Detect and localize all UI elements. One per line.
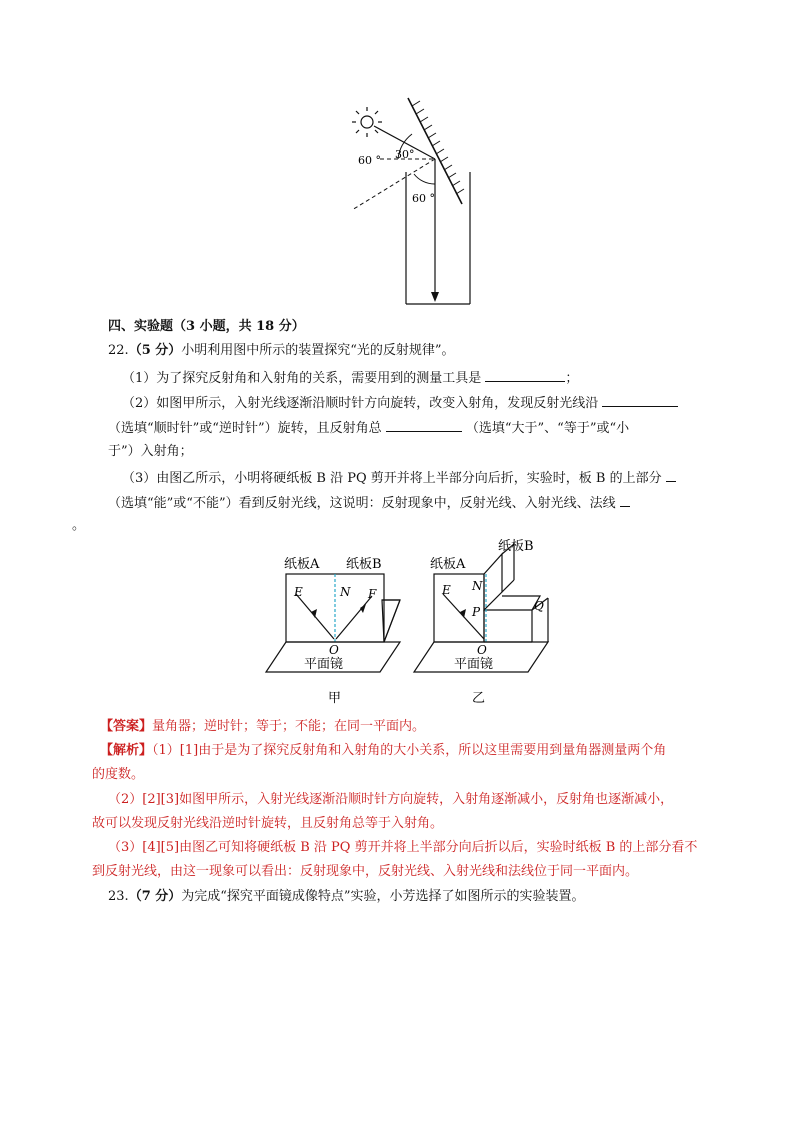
q22-part3-b: （选填“能”或“不能”）看到反射光线，这说明：反射现象中，反射光线、入射光线、法线 (108, 493, 630, 513)
analysis-line-2: 的度数。 (92, 767, 145, 782)
label-f-jia: F (368, 587, 377, 601)
light-reflection-figure (340, 92, 480, 312)
q22-part3-c: 。 (72, 518, 86, 533)
caption-yi: 乙 (472, 691, 486, 706)
label-p-yi: P (472, 605, 481, 619)
answer-line: 【答案】量角器；逆时针；等于；不能；在同一平面内。 (100, 719, 426, 734)
label-q-yi: Q (534, 599, 544, 613)
analysis-line-5: （3）[4][5]由图乙可知将硬纸板 B 沿 PQ 剪开并将上半部分向后折以后，实验时纸板 B 的上部分看不 (108, 840, 698, 855)
q22-part3-a: （3）由图乙所示，小明将硬纸板 B 沿 PQ 剪开并将上半部分向后折，实验时，板 B 的上部分 (122, 468, 676, 488)
q23-stem: 23.（7 分）为完成“探究平面镜成像特点”实验，小芳选择了如图所示的实验装置。 (108, 889, 585, 904)
caption-jia: 甲 (328, 691, 342, 706)
angle-arc-lower (414, 174, 435, 184)
label-e-yi: E (442, 583, 451, 597)
blank-2[interactable] (602, 393, 678, 407)
label-e-jia: E (294, 585, 303, 599)
label-o-jia: O (329, 643, 339, 657)
angle-60-left: 60 ° (358, 154, 381, 167)
q22-stem: 22.（5 分）小明利用图中所示的装置探究“光的反射规律”。 (108, 343, 455, 358)
label-n-yi: N (472, 579, 483, 593)
label-n-jia: N (340, 585, 351, 599)
angle-30: 30° (395, 148, 415, 161)
label-board-b-jia: 纸板B (346, 557, 382, 572)
label-mirror-yi: 平面镜 (454, 657, 494, 672)
label-board-a-yi: 纸板A (430, 557, 466, 572)
section-heading: 四、实验题（3 小题，共 18 分） (108, 319, 305, 334)
q22-part2-b: （选填“顺时针”或“逆时针”）旋转，且反射角总 （选填“大于”、“等于”或“小 (108, 418, 629, 438)
analysis-line-6: 到反射光线，由这一现象可以看出：反射现象中，反射光线、入射光线和法线位于同一平面内。 (92, 864, 639, 879)
q22-part1: （1）为了探究反射角和入射角的关系，需要用到的测量工具是 ； (122, 368, 578, 388)
reflected-arrow (360, 604, 366, 613)
sun-icon (352, 107, 382, 137)
q22-part2-c: 于”）入射角； (108, 444, 193, 459)
angle-60-bottom: 60 ° (412, 192, 435, 205)
blank-3[interactable] (386, 418, 462, 432)
arrow-head (431, 292, 439, 302)
q22-part2-a: （2）如图甲所示，入射光线逐渐沿顺时针方向旋转，改变入射角，发现反射光线沿 (122, 393, 678, 413)
label-o-yi: O (477, 643, 487, 657)
label-mirror-jia: 平面镜 (304, 657, 344, 672)
analysis-line-3: （2）[2][3]如图甲所示，入射光线逐渐沿顺时针方向旋转，入射角逐渐减小，反射角也逐渐减小， (108, 792, 674, 807)
label-board-b-yi: 纸板B (498, 539, 534, 554)
analysis-line-1: 【解析】（1）[1]由于是为了探究反射角和入射角的大小关系，所以这里需要用到量角器测量两个角 (100, 743, 667, 758)
analysis-line-4: 故可以发现反射光线沿逆时针旋转，且反射角总等于入射角。 (92, 816, 444, 831)
label-board-a-jia: 纸板A (284, 557, 320, 572)
blank-1[interactable] (485, 368, 565, 382)
reflection-experiment-figure (262, 532, 572, 710)
blank-4[interactable] (666, 468, 676, 482)
blank-5[interactable] (620, 493, 630, 507)
